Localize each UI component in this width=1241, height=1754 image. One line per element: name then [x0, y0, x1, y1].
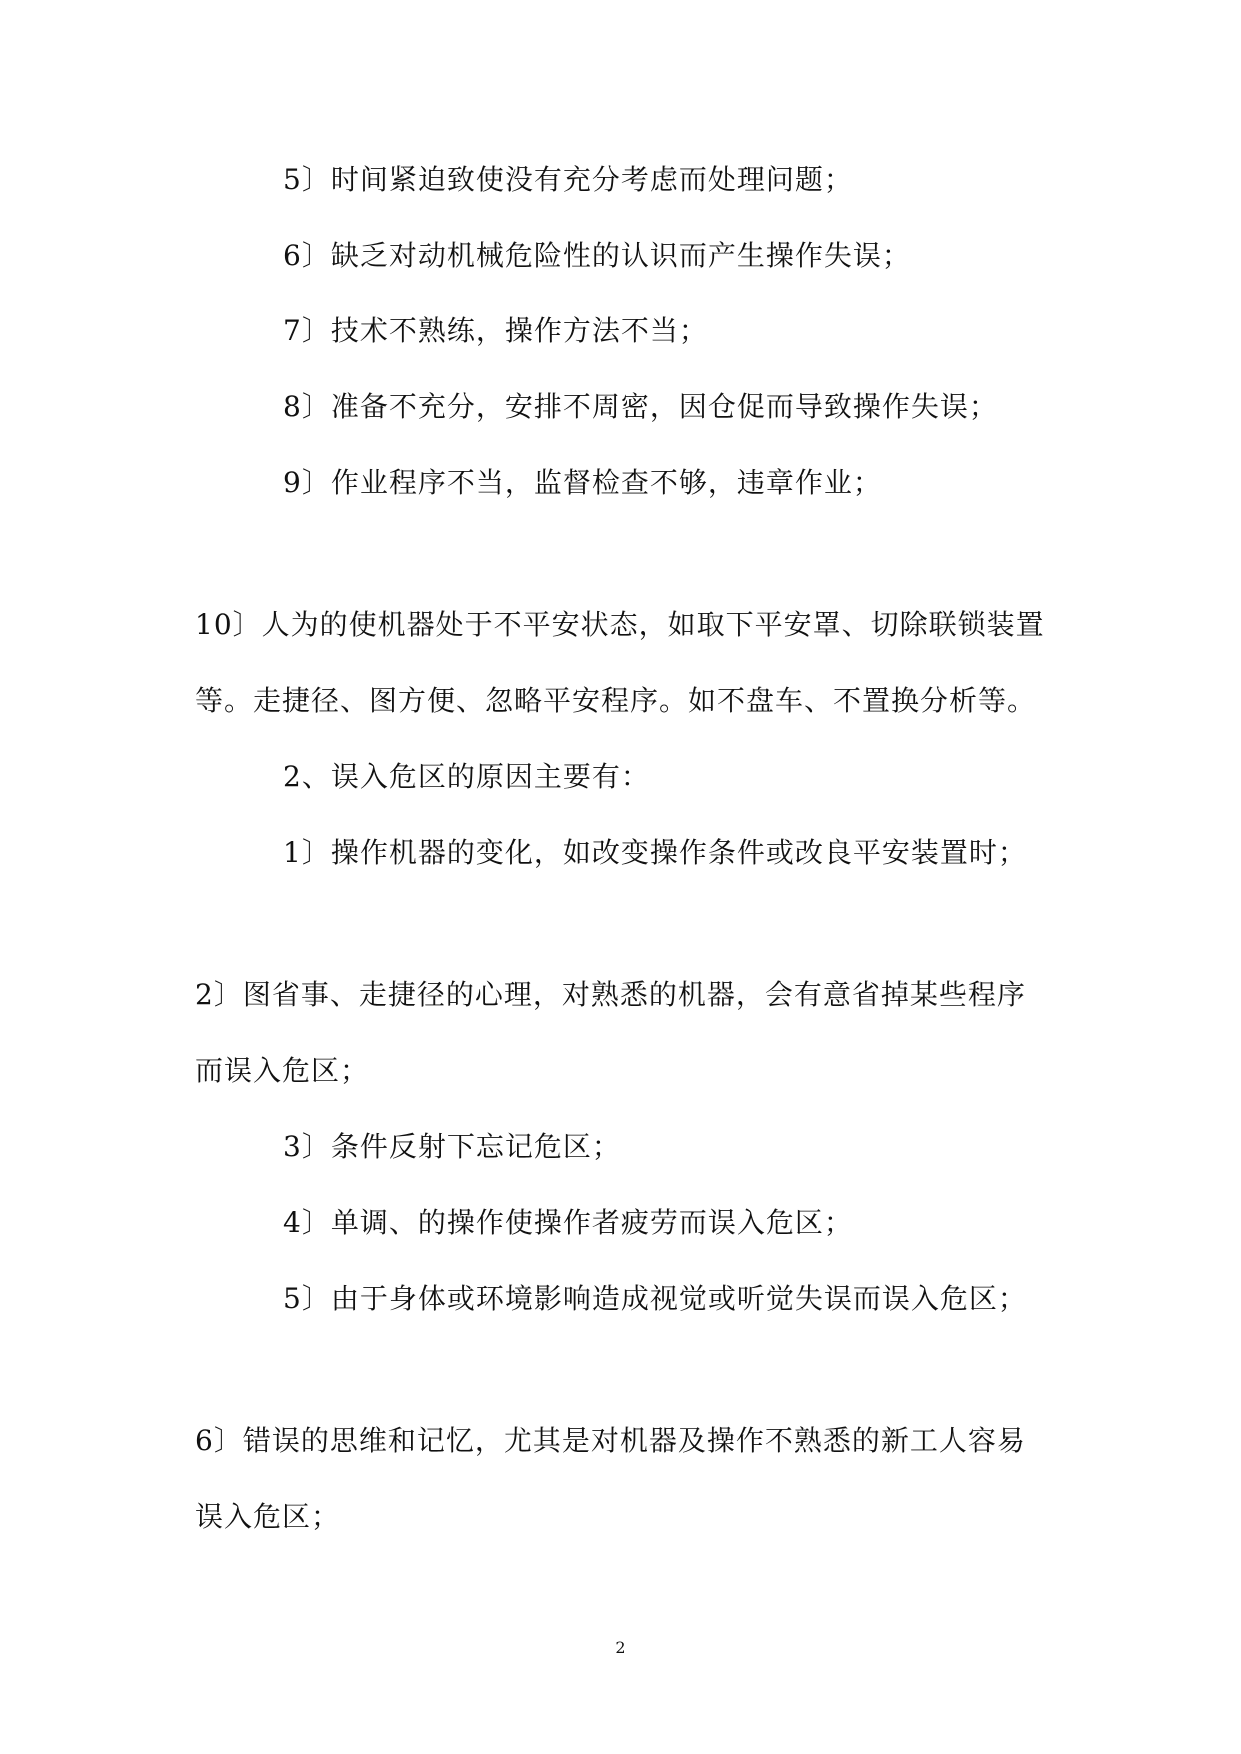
list-item-shortcut-line-1: 2〕图省事、走捷径的心理，对熟悉的机器，会有意省掉某些程序: [195, 978, 1026, 1011]
list-item-unsafe-state-line-2: 等。走捷径、图方便、忽略平安程序。如不盘车、不置换分析等。: [195, 684, 1037, 717]
list-item-monotony-fatigue: 4〕单调、的操作使操作者疲劳而误入危区；: [283, 1206, 853, 1239]
list-item-unsafe-state-line-1: 10〕人为的使机器处于不平安状态，如取下平安罩、切除联锁装置: [195, 608, 1045, 641]
list-item-conditioned-reflex: 3〕条件反射下忘记危区；: [283, 1130, 621, 1163]
list-item-unskilled: 7〕技术不熟练，操作方法不当；: [283, 314, 708, 347]
page-number: 2: [615, 1638, 626, 1657]
list-item-poor-preparation: 8〕准备不充分，安排不周密，因仓促而导致操作失误；: [283, 390, 998, 423]
list-item-memory-error-line-2: 误入危区；: [195, 1500, 341, 1533]
list-item-improper-procedure: 9〕作业程序不当，监督检查不够，违章作业；: [283, 466, 882, 499]
list-item-machine-change: 1〕操作机器的变化，如改变操作条件或改良平安装置时；: [283, 836, 1027, 869]
list-item-sensory-error: 5〕由于身体或环境影响造成视觉或听觉失误而误入危区；: [283, 1282, 1027, 1315]
list-item-lack-of-awareness: 6〕缺乏对动机械危险性的认识而产生操作失误；: [283, 239, 911, 272]
list-item-time-pressure: 5〕时间紧迫致使没有充分考虑而处理问题；: [283, 163, 853, 196]
list-item-memory-error-line-1: 6〕错误的思维和记忆，尤其是对机器及操作不熟悉的新工人容易: [195, 1424, 1026, 1457]
section-heading-danger-zone: 2、误入危区的原因主要有：: [283, 760, 650, 793]
list-item-shortcut-line-2: 而误入危区；: [195, 1054, 370, 1087]
